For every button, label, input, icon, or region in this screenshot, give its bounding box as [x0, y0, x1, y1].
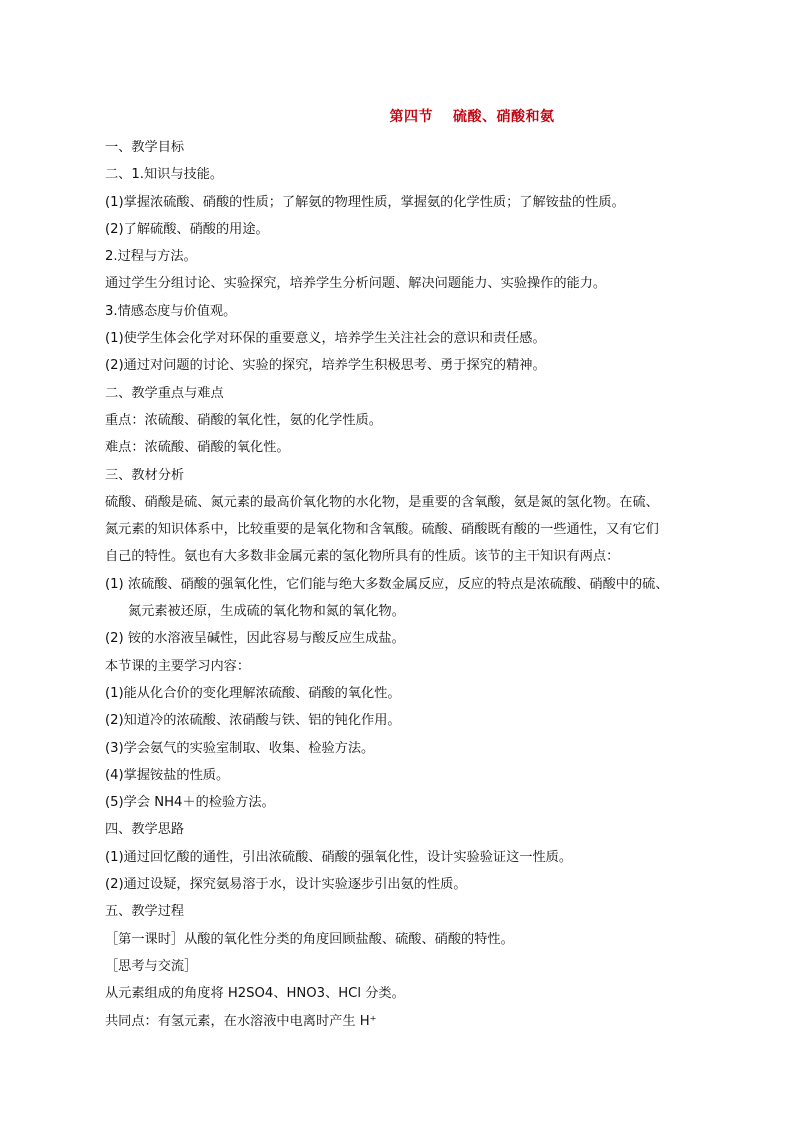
paragraph-line: (3)学会氨气的实验室制取、收集、检验方法。: [105, 740, 375, 756]
paragraph-line: (5)学会 NH4＋的检验方法。: [105, 795, 275, 811]
paragraph-line: 硫酸、硝酸是硫、氮元素的最高价氧化物的水化物，是重要的含氧酸，氨是氮的氢化物。在硫、: [105, 494, 659, 510]
paragraph-line: (4)掌握铵盐的性质。: [105, 767, 230, 783]
section-title: [0, 106, 794, 126]
paragraph-line: (1)能从化合价的变化理解浓硫酸、硝酸的氧化性。: [105, 685, 401, 701]
paragraph-line: (2) 铵的水溶液呈碱性，因此容易与酸反应生成盐。: [105, 631, 405, 647]
paragraph-line: (1)通过回忆酸的通性，引出浓硫酸、硝酸的强氧化性，设计实验验证这一性质。: [105, 849, 573, 865]
paragraph-line: (1) 浓硫酸、硝酸的强氧化性，它们能与绝大多数金属反应，反应的特点是浓硫酸、硝酸中的硫、: [105, 576, 669, 592]
paragraph-line: (2)了解硫酸、硝酸的用途。: [105, 221, 269, 237]
paragraph-line: 共同点：有氢元素，在水溶液中电离时产生 H⁺: [105, 1013, 377, 1029]
paragraph-line: ［思考与交流］: [105, 958, 198, 974]
subheading-knowledge-skills: 二、1.知识与技能。: [105, 167, 224, 183]
paragraph-line: (1)使学生体会化学对环保的重要意义，培养学生关注社会的意识和责任感。: [105, 331, 546, 347]
heading-material-analysis: 三、教材分析: [105, 467, 185, 483]
heading-teaching-approach: 四、教学思路: [105, 822, 185, 838]
paragraph-line: 氮元素的知识体系中，比较重要的是氧化物和含氧酸。硫酸、硝酸既有酸的一些通性，又有它们: [105, 522, 659, 538]
paragraph-line: 本节课的主要学习内容：: [105, 658, 251, 674]
paragraph-line: (2)知道冷的浓硫酸、浓硝酸与铁、铝的钝化作用。: [105, 713, 401, 729]
paragraph-line: (1)掌握浓硫酸、硝酸的性质；了解氨的物理性质，掌握氨的化学性质；了解铵盐的性质。: [105, 194, 625, 210]
document-body: [105, 134, 705, 1035]
paragraph-line: 氮元素被还原，生成硫的氧化物和氮的氧化物。: [128, 604, 405, 620]
section-topic: 硫酸、硝酸和氨: [453, 109, 555, 125]
heading-teaching-process: 五、教学过程: [105, 904, 185, 920]
paragraph-line: 难点：浓硫酸、硝酸的氧化性。: [105, 440, 290, 456]
paragraph-line: (2)通过对问题的讨论、实验的探究，培养学生积极思考、勇于探究的精神。: [105, 358, 546, 374]
heading-key-points: 二、教学重点与难点: [105, 385, 224, 401]
subheading-process-method: 2.过程与方法。: [105, 249, 197, 265]
heading-teaching-goals: 一、教学目标: [105, 140, 185, 155]
paragraph-line: (2)通过设疑，探究氨易溶于水，设计实验逐步引出氨的性质。: [105, 877, 467, 893]
paragraph-line: 从元素组成的角度将 H2SO4、HNO3、HCl 分类。: [105, 986, 405, 1002]
section-number: 第四节: [389, 109, 433, 125]
paragraph-line: 自己的特性。氨也有大多数非金属元素的氢化物所具有的性质。该节的主干知识有两点：: [105, 549, 620, 565]
paragraph-line: ［第一课时］从酸的氧化性分类的角度回顾盐酸、硫酸、硝酸的特性。: [105, 931, 514, 947]
paragraph-line: 通过学生分组讨论、实验探究，培养学生分析问题、解决问题能力、实验操作的能力。: [105, 276, 607, 292]
subheading-attitude-values: 3.情感态度与价值观。: [105, 303, 237, 319]
paragraph-line: 重点：浓硫酸、硝酸的氧化性，氨的化学性质。: [105, 412, 382, 428]
